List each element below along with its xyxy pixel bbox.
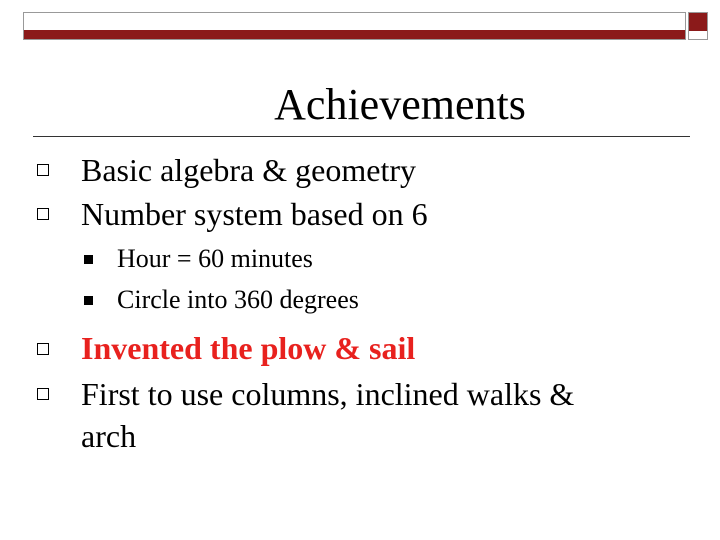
- corner-block-accent: [689, 13, 707, 31]
- hollow-square-bullet-icon: [37, 388, 49, 400]
- bullet-text-basic-algebra: Basic algebra & geometry: [81, 152, 416, 188]
- filled-square-bullet-icon: [84, 255, 93, 264]
- hollow-square-bullet-icon: [37, 164, 49, 176]
- corner-decorative-block: [688, 12, 708, 40]
- slide-title: Achievements: [274, 80, 526, 129]
- hollow-square-bullet-icon: [37, 343, 49, 355]
- top-bar-accent-stripe: [24, 30, 685, 39]
- bullet-text-number-system: Number system based on 6: [81, 196, 428, 232]
- sub-bullet-text-circle: Circle into 360 degrees: [117, 285, 359, 314]
- filled-square-bullet-icon: [84, 296, 93, 305]
- hollow-square-bullet-icon: [37, 208, 49, 220]
- title-divider-line: [33, 136, 690, 137]
- top-decorative-bar: [23, 12, 686, 40]
- sub-bullet-text-hour: Hour = 60 minutes: [117, 244, 313, 273]
- bullet-text-plow-sail: Invented the plow & sail: [81, 330, 416, 366]
- bullet-text-columns-line1: First to use columns, inclined walks &: [81, 376, 575, 412]
- bullet-text-columns-line2: arch: [81, 418, 137, 454]
